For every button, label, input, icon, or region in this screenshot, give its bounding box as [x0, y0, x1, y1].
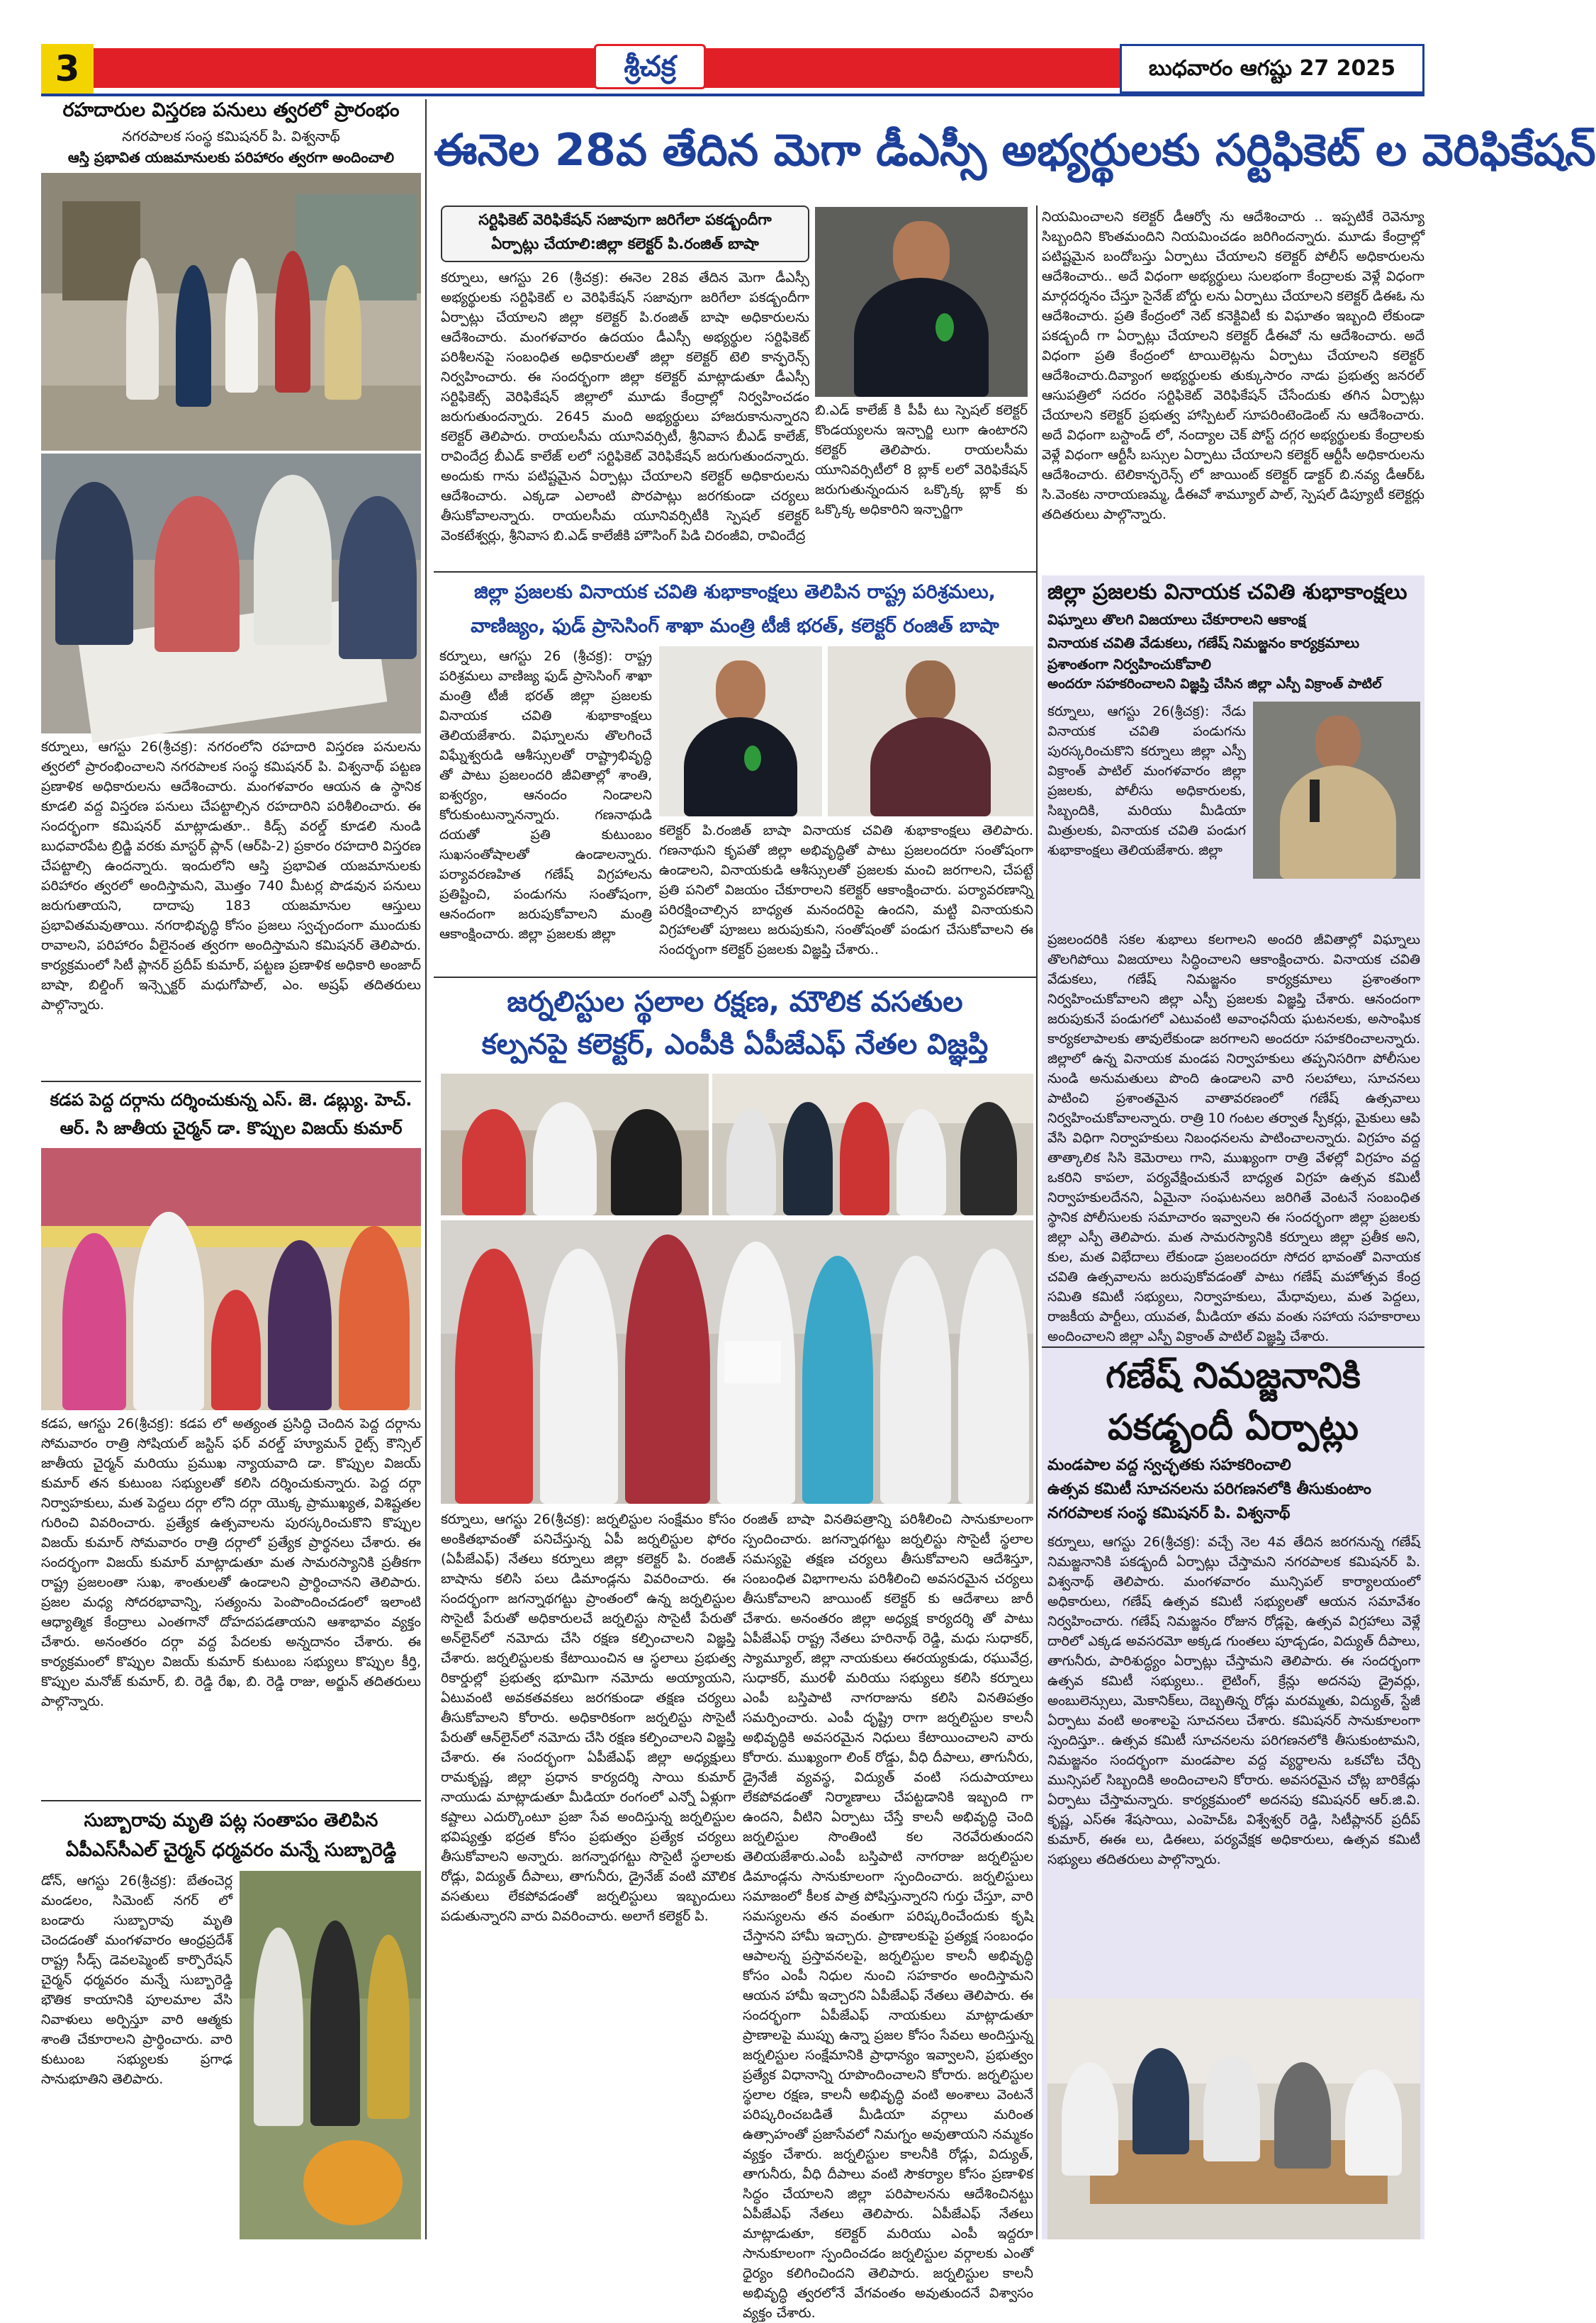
ganesh-headline: గణేష్ నిమజ్జనానికి: [1106, 1355, 1361, 1396]
journalists-memorandum-photo: [441, 1220, 1033, 1504]
story1-subhead: నగరపాలక సంస్థ కమిషనర్ పి. విశ్వనాథ్: [122, 128, 340, 145]
story2-body: కడప, ఆగస్టు 26(శ్రీచక్ర): కడప లో అత్యంత ప్రసిద్ధి చెందిన పెద్ద దర్గాను సోమవారం రాత్రి సోషియల్ జస్టిస్ ఫర్ వరల్డ్ హ్యూమన్ రైట్స్ కౌన్సిల్ జాతీయ చైర్మన్ మరియు ప్రముఖ న్యాయవాది డా. కొప్పుల విజయ్ కుమార్ తన కుటుంబ సభ్యులతో కలిసి దర్శించుకున్నారు. పెద్ద దర్గా నిర్వాహకులు, మత పెద్దలు దర్గా లోని దర్గా యొక్క ప్రాముఖ్యత, విశిష్టతల గురించి వివరించారు. ప్రత్యేక ఉత్సవాలను పురస్కరించుకొని కొప్పుల విజయ్ కుమార్ సోమవారం రాత్రి దర్గాలో ప్రత్యేక ప్రార్థనలు చేశారు. ఈ సందర్భంగా విజయ్ కుమార్ మాట్లాడుతూ మత సామరస్యానికి ప్రతీకగా రాష్ట్ర ప్రజలంతా సుఖ, శాంతులతో ఉండాలని ప్రార్థించానని తెలిపారు. ప్రజల మధ్య సోదరభావాన్ని, సత్యంను పెంపొందించడంలో ఇలాంటి ఆధ్యాత్మిక కేంద్రాలు ఎంతగానో దోహదపడతాయని ఆశాభావం వ్యక్తం చేశారు. అనంతరం దర్గా వద్ద పేదలకు అన్నదానం చేశారు. ఈ కార్యక్రమంలో కొప్పుల విజయ్ కుమార్ కుటుంబ సభ్యులు కొప్పుల కీర్తి, కొప్పుల మనోజ్ కుమార్, బి. రెడ్డి రేఖ, బి. రెడ్డి రాజు, అర్జున్ తదితరులు పాల్గొన్నారు.: [41, 1416, 421, 1709]
section-rule: [434, 571, 1036, 573]
ganesh-subhead: ఉత్సవ కమిటీ సూచనలను పరిగణనలోకి తీసుకుంటాం: [1047, 1480, 1371, 1498]
main-subhead-line: సర్టిఫికెట్ వెరిఫికేషన్ సజావుగా జరిగేలా పకడ్బందీగా: [478, 211, 772, 228]
bharath-body-left: కర్నూలు, ఆగస్టు 26 (శ్రీచక్ర): రాష్ట్ర పరిశ్రమలు వాణిజ్య ఫుడ్ ప్రాసెసింగ్ శాఖా మంత్రి టీజీ భరత్ జిల్లా ప్రజలకు వినాయక చవితి శుభాకాంక్షలు తెలియజేశారు. విఘ్నాలను తొలగించే విఘ్నేశ్వరుడి ఆశీస్సులతో రాష్ట్రాభివృద్ధి తో పాటు ప్రజలందరి జీవితాల్లో శాంతి, ఐశ్వర్యం, ఆనందం నిండాలని కోరుకుంటున్నానన్నారు. గణనాథుడి దయతో ప్రతి కుటుంబం సుఖసంతోషాలతో ఉండాలన్నారు. పర్యావరణహిత గణేష్ విగ్రహాలను ప్రతిష్టించి, పండుగను సంతోషంగా, ఆనందంగా జరుపుకోవాలని మంత్రి ఆకాంక్షించారు. జిల్లా ప్రజలకు జిల్లా: [439, 648, 652, 942]
collector-greeting-photo: [828, 646, 1033, 816]
main-photo-caption: బి.ఎడ్ కాలేజ్ కి పీపీ టు స్పెషల్ కలెక్టర్ కొండయ్యలను ఇన్చార్జి లుగా ఉంటారని కలెక్టర్ తెలిపారు. రాయలసీమ యూనివర్సిటీలో 8 బ్లాక్ లలో వెరిఫికేషన్ జరుగుతున్నందున ఒక్కొక్క బ్లాక్ కు ఒక్కొక్క అధికారిని ఇన్చార్జిగా: [815, 403, 1028, 517]
minister-portrait: [659, 646, 822, 816]
ganesh-meeting-photo: [1047, 1998, 1420, 2239]
collector-portrait: [815, 207, 1028, 397]
sp-subhead: వినాయక చవితి వేడుకలు, గణేష్ నిమజ్జనం కార్యక్రమాలు ప్రశాంతంగా నిర్వహించుకోవాలి: [1047, 634, 1360, 673]
column-divider: [425, 99, 427, 2239]
story3-headline: సుబ్బారావు మృతి పట్ల సంతాపం తెలిపిన ఏపీఎస్‌సీఎల్ చైర్మన్ ధర్మవరం మన్నే సుబ్బారెడ్డి: [65, 1810, 397, 1861]
main-subhead-line: ఏర్పాట్లు చేయాలి:జిల్లా కలెక్టర్ పి.రంజిత్ బాషా: [491, 235, 759, 252]
journalists-collector-photo: [441, 1074, 709, 1215]
street-inspection-photo: [41, 173, 421, 451]
page-number: 3: [41, 44, 94, 94]
sp-body-narrow: కర్నూలు, ఆగస్టు 26(శ్రీచక్ర): నేడు వినాయక చవితి పండుగను పురస్కరించుకొని కర్నూలు జిల్లా ఎస్పీ విక్రాంత్ పాటిల్ మంగళవారం జిల్లా ప్రజలకు, పోలీసు అధికారులకు, సిబ్బందికి, మరియు మీడియా మిత్రులకు, వినాయక చవితి పండుగ శుభాకాంక్షలు తెలియజేశారు. జిల్లా: [1047, 704, 1246, 858]
sp-subhead: అందరూ సహకరించాలని విజ్ఞప్తి చేసిన జిల్లా ఎస్పీ విక్రాంత్ పాటిల్: [1047, 676, 1382, 692]
journalists-body-a: కర్నూలు, ఆగస్టు 26(శ్రీచక్ర): జర్నలిస్టుల సంక్షేమం కోసం అంకితభావంతో పనిచేస్తున్న ఏపీ జర్నలిస్టుల ఫోరం (ఏపీజేఎఫ్) నేతలు కర్నూలు జిల్లా కలెక్టర్ పి. రంజిత్ బాషాను కలిసి పలు డిమాండ్లను వివరించారు. ఈ సందర్భంగా జగన్నాథగట్టు ప్రాంతంలో ఉన్న జర్నలిస్టుల సొసైటీ పేరుతో అధికారులచే జర్నలిస్టు సొసైటీ పేరుతో అన్‌లైన్‌లో నమోదు చేసి రక్షణ కల్పించాలని విజ్ఞప్తి చేశారు. జర్నలిస్టులకు కేటాయించిన ఆ స్థలాలు ప్రభుత్వ రికార్డుల్లో ప్రభుత్వ భూమిగా నమోదు అయ్యాయని, ఏటువంటి అవకతవకలు జరగకుండా తక్షణ చర్యలు తీసుకోవాలని కోరారు. అధికారికంగా జర్నలిస్టు సొసైటీ పేరుతో ఆన్‌లైన్‌లో నమోదు చేసి రక్షణ కల్పించాలని విజ్ఞప్తి చేశారు. ఈ సందర్భంగా ఏపీజేఎఫ్ జిల్లా అధ్యక్షులు రామకృష్ణ, జిల్లా ప్రధాన కార్యదర్శి సాయి కుమార్ నాయుడు మాట్లాడుతూ మీడియా రంగంలో ఎన్నో ఏళ్లుగా కష్టాలు ఎదుర్కొంటూ ప్రజా సేవ అందిస్తున్న జర్నలిస్టుల భవిష్యత్తు భద్రత కోసం ప్రభుత్వం ప్రత్యేక చర్యలు తీసుకోవాలని అన్నారు. జగన్నాథగట్టు సొసైటీ స్థలాలకు రోడ్లు, విద్యుత్ దీపాలు, తాగునీరు, డ్రైనేజ్ వంటి మౌలిక వసతులు లేకపోవడంతో జర్నలిస్టులు ఇబ్బందులు పడుతున్నారని వారు వివరించారు. అలాగే కలెక్టర్ పి.: [441, 1512, 736, 1924]
journalists-mp-photo: [712, 1074, 1033, 1215]
story2-headline: కడప పెద్ద దర్గాను దర్శించుకున్న ఎస్. జె. డబ్ల్యు. హెచ్. ఆర్. సి జాతీయ చైర్మన్ డా. కొప్పుల విజయ్ కుమార్: [50, 1090, 412, 1138]
sp-body-wide: ప్రజలందరికి సకల శుభాలు కలగాలని అందరి జీవితాల్లో విఘ్నాలు తొలగిపోయి విజయాలు సిద్ధించాలని ఆకాంక్షించారు. వినాయక చవితి వేడుకలు, గణేష్ నిమజ్జనం కార్యక్రమాలు ప్రశాంతంగా నిర్వహించుకోవాలని జిల్లా ఎస్పీ ప్రజలకు విజ్ఞప్తి చేశారు. ఆనందంగా జరుపుకునే పండుగలో ఎటువంటి అవాంఛనీయ ఘటనలకు, అసాంఘిక కార్యకలాపాలకు తావులేకుండా జరగాలని అందరూ సహకరించాలన్నారు. జిల్లాలో ఉన్న వినాయక మండప నిర్వాహకులు తప్పనిసరిగా పోలీసుల నుండి అనుమతులు పొంది ఉండాలని వారి సలహాలు, సూచనలు పాటించి ప్రశాంతమైన వాతావరణంలో గణేష్ ఉత్సవాలు నిర్వహించుకోవాలన్నారు. రాత్రి 10 గంటల తర్వాత స్పీకర్లు, మైకులు ఆపి వేసి విధిగా నిర్వాహకులు నిబంధనలను పాటించాలన్నారు. విగ్రహం వద్ద తాత్కాలిక సిసి కెమెరాలు గాని, ముఖ్యంగా రాత్రి వేళల్లో విగ్రహం వద్ద ఒకరిని కాపలా, పర్యవేక్షించుకునే బాధ్యత విగ్రహ ఉత్సవ కమిటీ నిర్వాహకులదేనని, ఏమైనా సంఘటనలు జరిగితే వెంటనే సంబంధిత స్థానిక పోలీసులకు సమాచారం ఇవ్వాలని ఈ సందర్భంగా జిల్లా ప్రజలకు జిల్లా ఎస్పీ తెలిపారు. మత సామరస్యానికి కర్నూలు జిల్లా ప్రతీక అని, కుల, మత విభేదాలు లేకుండా ప్రజలందరూ సోదర భావంతో వినాయక చవితి ఉత్సవాలను జరుపుకోవడంతో పాటు గణేష్ మహోత్సవ కేంద్ర సమితి కమిటీ సభ్యులు, నిర్వాహకులు, మేధావులు, మత పెద్దలు, రాజకీయ పార్టీలు, యువత, మీడియా తమ వంతు సహాయ సహకారాలు అందించాలని జిల్లా ఎస్పీ విక్రాంత్ పాటిల్ విజ్ఞప్తి చేశారు.: [1047, 932, 1420, 1344]
journalists-body-b: రంజిత్ బాషా వినతిపత్రాన్ని పరిశీలించి సానుకూలంగా స్పందించారు. జగన్నాథగట్టు జర్నలిస్టు సొసైటీ స్థలాల సమస్యపై తక్షణ చర్యలు తీసుకోవాలని ఆదేశిస్తూ, సంబంధిత విభాగాలను పరిశీలించి అవసరమైన చర్యలు తీసుకోవాలని జాయింట్ కలెక్టర్ కు ఆదేశాలు జారీ చేశారు. అనంతరం జిల్లా అధ్యక్ష కార్యదర్శి తో పాటు ఏపీజేఎఫ్ రాష్ట్ర నేతలు హరినాథ్ రెడ్డి, మధు సుధాకర్, స్యామ్యూల్, జిల్లా నాయకులు ఈరయ్యకుడు, రఘువేద్ర, సుధాకర్, మురళీ మరియు సభ్యులు కలిసి కర్నూలు ఎంపీ బస్తిపాటి నాగరాజును కలిసి వినతిపత్రం సమర్పించారు. ఎంపీ దృష్ట్రి రాగా జర్నలిస్టుల కాలనీ అభివృద్ధికి అవసరమైన నిధులు కేటాయించాలని వారు కోరారు. ముఖ్యంగా లింక్ రోడ్డు, వీధి దీపాలు, తాగునీరు, డ్రైనేజీ వ్యవస్థ, విద్యుత్ వంటి సదుపాయాలు లేకపోవడంతో నిర్మాణాలు చేపట్టడానికి ఇబ్బంది గా ఉందని, వీటిని ఏర్పాటు చేస్తే కాలనీ అభివృద్ధి చెంది జర్నలిస్టుల సొంతింటి కల నెరవేరుతుందని తెలియజేశారు.ఎంపీ బస్తిపాటి నాగరాజు జర్నలిస్టుల డిమాండ్లను సానుకూలంగా స్పందించారు. జర్నలిస్టులు సమాజంలో కీలక పాత్ర పోషిస్తున్నారని గుర్తు చేస్తూ, వారి సమస్యలను తన వంతుగా పరిష్కరించేందుకు కృషి చేస్తానని హామీ ఇచ్చారు. ప్రాణాలకుపై ప్రత్యక్ష సంబంధం ఆపాలన్న ప్రస్తావనలపై, జర్నలిస్టుల కాలనీ అభివృద్ధి కోసం ఎంపీ నిధుల నుంచి సహకారం అందిస్తామని ఆయన హామీ ఇచ్చారని ఏపీజేఎఫ్ నేతలు తెలిపారు. ఈ సందర్భంగా ఏపీజేఎఫ్ నాయకులు మాట్లాడుతూ ప్రాణాలపై ముప్పు ఉన్నా ప్రజల కోసం సేవలు అందిస్తున్న జర్నలిస్టుల సంక్షేమానికి ప్రాధాన్యం ఇవ్వాలని, ప్రభుత్వం ప్రత్యేక విధానాన్ని రూపొందించాలని కోరారు. జర్నలిస్టుల స్థలాల రక్షణ, కాలనీ అభివృద్ధి వంటి అంశాలు వెంటనే పరిష్కరించబడితే మీడియా వర్గాలు మరింత ఉత్సాహంతో ప్రజాసేవలో నిమగ్నం అవుతాయని నమ్మకం వ్యక్తం చేశారు. జర్నలిస్టుల కాలనీకి రోడ్లు, విద్యుత్, తాగునీరు, వీధి దీపాలు వంటి సౌకర్యాల కోసం ప్రణాళిక సిద్ధం చేయాలని జిల్లా పరిపాలనను ఆదేశించినట్టు ఏపీజేఎఫ్ నేతలు తెలిపారు. ఏపీజేఎఫ్ నేతలు మాట్లాడుతూ, కలెక్టర్ మరియు ఎంపీ ఇద్దరూ సానుకూలంగా స్పందించడం జర్నలిస్టుల వర్గాలకు ఎంతో ధైర్యం కలిగించిందని తెలిపారు. జర్నలిస్టుల కాలనీ అభివృద్ధి త్వరలోనే వేగవంతం అవుతుందనే విశ్వాసం వ్యక్తం చేశారు.: [743, 1512, 1033, 2321]
journalists-headline: కల్పనపై కలెక్టర్, ఎంపీకి ఏపీజేఎఫ్ నేతల విజ్ఞప్తి: [481, 1028, 989, 1061]
bharath-headline: జిల్లా ప్రజలకు వినాయక చవితి శుభాకాంక్షలు తెలిపిన రాష్ట్ర పరిశ్రమలు, వాణిజ్యం, ఫుడ్ ప్రాసెసింగ్ శాఖా మంత్రి టీజీ భరత్, కలెక్టర్ రంజిత్ బాషా: [471, 581, 999, 637]
tribute-photo: [240, 1871, 421, 2239]
story1-subhead: ఆస్తి ప్రభావిత యజమానులకు పరిహారం త్వరగా అందించాలి: [67, 149, 395, 166]
journalists-headline: జర్నలిస్టుల స్థలాల రక్షణ, మౌలిక వసతుల: [507, 986, 963, 1018]
issue-date: బుధవారం ఆగష్టు 27 2025: [1120, 44, 1424, 94]
story1-headline: రహదారుల విస్తరణ పనులు త్వరలో ప్రారంభం: [62, 99, 400, 121]
story3-body: డోన్, ఆగస్టు 26(శ్రీచక్ర): బేతంచెర్ల మండలం, సిమెంట్ నగర్ లో బండారు సుబ్బారావు మృతి చెందడంతో మంగళవారం ఆంధ్రప్రదేశ్ రాష్ట్ర సీడ్స్ డెవలప్మెంట్ కార్పొరేషన్ చైర్మన్ ధర్మవరం మన్నే సుబ్బారెడ్డి భౌతిక కాయానికి పూలమాల వేసి నివాళులు అర్పిస్తూ వారి ఆత్మకు శాంతి చేకూరాలని ప్రార్థించారు. వారి కుటుంబ సభ్యులకు ప్రగాఢ సానుభూతిని తెలిపారు.: [41, 1873, 232, 2087]
main-body-right: నియమించాలని కలెక్టర్ డీఆర్వో ను ఆదేశించారు .. ఇప్పటికే రెవెన్యూ సిబ్బందిని కొంతమందిని నియమించడం జరిగిందన్నారు. మూడు కేంద్రాల్లో పటిష్టమైన బందోబస్తు ఏర్పాటు చేయాలని కలెక్టర్ పోలీస్ అధికారులను ఆదేశించారు.. అదే విధంగా అభ్యర్థులు సులభంగా కేంద్రాలకు వెళ్లే విధంగా మార్గదర్శనం చేస్తూ సైనేజ్ బోర్డు లను ఏర్పాటు చేయాలని కలెక్టర్ డిఈఓ ను ఆదేశించారు. ప్రతి కేంద్రంలో నెట్ కనెక్టివిటీ కు విఘాతం ఇబ్బంది లేకుండా పకడ్బందీ గా ఏర్పాట్లు చేయాలని కలెక్టర్ డీఈవో ను ఆదేశించారు. అదే విధంగా ప్రతి కేంద్రంలో టాయిలెట్లను ఏర్పాటు చేయాలని కలెక్టర్ ఆదేశించారు.దివ్యాంగ అభ్యర్థులకు తుక్కుసారం నాడు ప్రభుత్వ జనరల్ ఆసుపత్రిలో సదరం సర్టిఫికెట్ వెరిఫికేషన్ చేసేందుకు తగిన ఏర్పాట్లు చేయాలని కలెక్టర్ ప్రభుత్వ హాస్పిటల్ సూపరింటెండెంట్ ను ఆదేశించారు. అదే విధంగా బస్టాండ్ లో, నంద్యాల చెక్ పోస్ట్ దగ్గర అభ్యర్థులకు కేంద్రాలకు వెళ్లే విధంగా ఆర్టీసీ బస్సుల ఏర్పాటు చేయాలని కలెక్టర్ ఆర్టీసీ అధికారులను ఆదేశించారు. టెలికాన్ఫరెన్స్ లో జాయింట్ కలెక్టర్ డాక్టర్ బి.నవ్య డీఆర్‌ఓ సి.వెంకట నారాయణమ్మ, డీఈవో శామ్యూల్ పాల్, స్పెషల్ డిప్యూటీ కలెక్టర్లు తదితరులు పాల్గొన్నారు.: [1042, 209, 1424, 522]
ganesh-body: కర్నూలు, ఆగస్టు 26(శ్రీచక్ర): వచ్చే నెల 4వ తేదిన జరగనున్న గణేష్ నిమజ్జనానికి పకడ్బందీ ఏర్పాట్లు చేస్తామని నగరపాలక కమిషనర్ పి. విశ్వనాథ్ తెలిపారు. మంగళవారం మున్సిపల్ కార్యాలయంలో అధికారులు, గణేష్ ఉత్సవ కమిటీ సభ్యులతో ఆయన సమావేశం నిర్వహించారు. గణేష్ నిమజ్జనం రోజున రోడ్లపై, ఉత్సవ విగ్రహాలు వెళ్లే దారిలో ఎక్కడ అవసరమో అక్కడ గుంతలు పూడ్చడం, విద్యుత్ దీపాలు, తాగునీరు, పారిశుద్ధ్యం ఏర్పాట్లు చేస్తామని తెలిపారు. ఈ సందర్భంగా ఉత్సవ కమిటీ సభ్యులు.. లైటింగ్, క్రేన్లు అదనపు డ్రైవర్లు, అంబులెన్సులు, మెకానిక్‌లు, దెబ్బతిన్న రోడ్లు మరమ్మతు, విద్యుత్, స్టేజీ ఏర్పాటు వంటి అంశాలపై సూచనలు చేశారు. కమిషనర్ సానుకూలంగా స్పందిస్తూ.. ఉత్సవ కమిటీ సూచనలను పరిగణనలోకి తీసుకుంటామని, నిమజ్జనం సందర్భంగా మండపాల వద్ద వ్యర్థాలను ఒకచోట చేర్చి మున్సిపల్ సిబ్బందికి అందించాలని కోరారు. అవసరమైన చోట్ల బారికేడ్లు ఏర్పాటు చేస్తామన్నారు. కార్యక్రమంలో అదనపు కమిషనర్ ఆర్.జి.వి. కృష్ణ, ఎస్ఈ శేషసాయి, ఎంహెచ్ఓ విశ్వేశ్వర్ రెడ్డి, సిటీప్లానర్ ప్రదీప్ కుమార్, ఈఈ లు, డిఈలు, పర్యవేక్షక అధికారులు, ఉత్సవ కమిటీ సభ్యులు తదితరులు పాల్గొన్నారు.: [1047, 1534, 1420, 1867]
newspaper-logo: శ్రీచక్ర: [594, 44, 706, 89]
sp-subhead: విఘ్నాలు తొలగి విజయాలు చేకూరాలని ఆకాంక్ష: [1047, 611, 1306, 628]
story1-body: కర్నూలు, ఆగస్టు 26(శ్రీచక్ర): నగరంలోని రహదారి విస్తరణ పనులను త్వరలో ప్రారంభించాలని నగరపాలక సంస్థ కమిషనర్ పి. విశ్వనాథ్ పట్టణ ప్రణాళిక అధికారులను ఆదేశించారు. మంగళవారం ఆయన ఉ స్థానిక కూడలి వద్ద విస్తరణ పనులు చేపట్టాల్సిన రహదారిని పరిశీలించారు. ఈ సందర్భంగా కమిషనర్ మాట్లాడుతూ.. కిడ్స్ వరల్డ్ కూడలి నుండి బుధవారపేట బ్రిడ్జి వరకు మాస్టర్ ప్లాన్ (ఆర్‌పి-2) ప్రకారం రహదారి విస్తరణ చేపట్టాల్సి ఉందన్నారు. ఇందులోని ఆస్తి ప్రభావిత యజమానులకు పరిహారం త్వరలో అందిస్తామని, మొత్తం 740 మీటర్ల పొడవున పనులు జరుగుతాయని, దాదాపు 183 యజమానుల ఆస్తులు ప్రభావితమవుతాయి. నగరాభివృద్ధి కోసం ప్రజలు స్వచ్చందంగా ముందుకు రావాలని, పరిహారం వీలైనంత త్వరగా అందిస్తామని కమిషనర్ తెలిపారు. కార్యక్రమంలో సిటీ ప్లానర్ ప్రదీప్ కుమార్, పట్టణ ప్రణాళిక అధికారి అంజాద్ బాషా, బిల్డింగ్ ఇన్స్పెక్టర్ మధుగోపాల్, ఎం. అష్రఫ్ తదితరులు పాల్గొన్నారు.: [41, 739, 421, 1013]
main-subhead-box: [441, 206, 809, 262]
section-rule: [41, 1081, 421, 1082]
section-rule: [41, 1800, 421, 1801]
column-divider: [1036, 206, 1038, 2239]
main-body-left: కర్నూలు, ఆగస్టు 26 (శ్రీచక్ర): ఈనెల 28వ తేదిన మెగా డీఎస్సీ అభ్యర్థులకు సర్టిఫికెట్ ల వెరిఫికేషన్ సజావుగా జరిగేలా పకడ్బందీగా ఏర్పాట్లు చేయాలని జిల్లా కలెక్టర్ పి.రంజిత్ బాషా అధికారులను ఆదేశించారు. మంగళవారం ఉదయం డీఎస్సీ అభ్యర్థుల సర్టిఫికెట్ పరిశీలనపై సంబంధిత అధికారులతో జిల్లా కలెక్టర్ టెలి కాన్ఫరెన్స్ నిర్వహించారు. ఈ సందర్భంగా జిల్లా కలెక్టర్ మాట్లాడుతూ డీఎస్సీ సర్టిఫికెట్స్ వెరిఫికేషన్ జిల్లాలో మూడు కేంద్రాల్లో నిర్వహించడం జరుగుతుందన్నారు. 2645 మంది అభ్యర్థులు హాజరుకానున్నారని కలెక్టర్ తెలిపారు. రాయలసీమ యూనివర్సిటీ, శ్రీనివాస బీఎడ్ కాలేజ్, రావిందేద్ర బీఎడ్ కాలేజ్ లలో సర్టిఫికెట్ వెరిఫికేషన్ జరుగుతుందన్నారు. అందుకు గాను పటిష్టమైన ఏర్పాట్లు చేయాలని కలెక్టర్ అధికారులను ఆదేశించారు. ఎక్కడా ఎలాంటి పొరపాట్లు జరగకుండా చర్యలు తీసుకోవాలన్నారు. రాయలసీమ యూనివర్సిటీకి స్పెషల్ కలెక్టర్ వెంకటేశ్వర్లు, శ్రీనివాస బి.ఎడ్ కాలేజీకి హౌసింగ్ పిడి చిరంజీవి, రావిందేద్ర: [441, 270, 809, 544]
bharath-body-right: కలెక్టర్ పి.రంజిత్ బాషా వినాయక చవితి శుభాకాంక్షలు తెలిపారు. గణనాథుని కృపతో జిల్లా అభివృద్ధితో పాటు ప్రజలందరూ సంతోషంగా ఉండాలని, వినాయకుడి ఆశీస్సులతో ప్రజలకు మంచి జరగాలని, చేపట్టే ప్రతి పనిలో విజయం చేకూరాలని కలెక్టర్ ఆకాంక్షించారు. పర్యావరణాన్ని పరిరక్షించాల్సిన బాధ్యత మనందరిపై ఉందని, మట్టి వినాయకుని విగ్రహాలతో పూజలు జరుపుకుని, సంతోషంతో పండుగ చేసుకోవాలని ఈ సందర్భంగా కలెక్టర్ ప్రజలకు విజ్ఞప్తి చేశారు..: [659, 823, 1033, 957]
section-rule: [1042, 1346, 1424, 1348]
masthead-rule: [41, 94, 1424, 96]
master-plan-review-photo: [41, 454, 421, 733]
ganesh-subhead: మండపాల వద్ద స్వచ్ఛతకు సహకరించాలి: [1047, 1456, 1291, 1474]
dargah-visit-photo: [41, 1148, 421, 1410]
sp-portrait: [1253, 702, 1420, 879]
ganesh-headline: పకడ్బందీ ఏర్పాట్లు: [1108, 1407, 1359, 1448]
sp-headline: జిల్లా ప్రజలకు వినాయక చవితి శుభాకాంక్షలు: [1047, 580, 1407, 604]
main-headline: ఈనెల 28వ తేదిన మెగా డీఎస్సీ అభ్యర్థులకు సర్టిఫికెట్ ల వెరిఫికేషన్: [434, 124, 1596, 176]
section-rule: [434, 977, 1036, 978]
ganesh-subhead: నగరపాలక సంస్థ కమిషనర్ పి. విశ్వనాథ్: [1047, 1504, 1291, 1522]
